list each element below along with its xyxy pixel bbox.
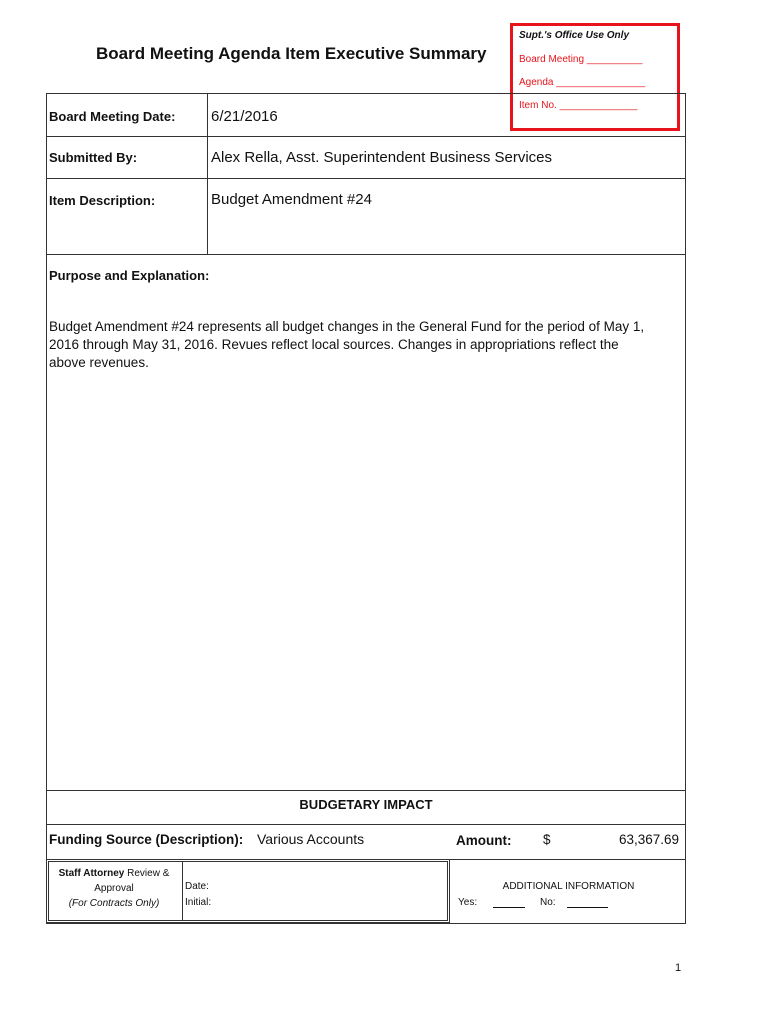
divider: [46, 790, 686, 791]
attorney-date-label[interactable]: Date:: [185, 881, 209, 892]
divider: [46, 136, 686, 137]
item-description-label: Item Description:: [49, 193, 156, 208]
staff-attorney-rest: Review &: [124, 868, 170, 879]
page-number: 1: [675, 962, 682, 974]
no-label: No:: [540, 897, 556, 908]
currency-symbol: $: [543, 832, 551, 847]
submitted-by-label: Submitted By:: [49, 150, 138, 165]
purpose-line: 2016 through May 31, 2016. Revues reflect local sources. Changes in appropriations reflect the: [49, 337, 619, 352]
budgetary-impact-heading: BUDGETARY IMPACT: [299, 797, 433, 812]
amount-value[interactable]: 63,367.69: [618, 832, 679, 847]
page-title: Board Meeting Agenda Item Executive Summary: [96, 44, 487, 63]
purpose-line: Budget Amendment #24 represents all budget changes in the General Fund for the period of May 1,: [49, 319, 645, 334]
additional-info-heading: ADDITIONAL INFORMATION: [502, 881, 635, 892]
attorney-initial-label[interactable]: Initial:: [185, 897, 212, 908]
funding-source-label: Funding Source (Description):: [49, 832, 244, 847]
submitted-by-value[interactable]: Alex Rella, Asst. Superintendent Business Services: [211, 149, 553, 166]
office-agenda-field[interactable]: Agenda ________________: [519, 77, 646, 88]
purpose-line: above revenues.: [49, 355, 149, 370]
office-use-heading: Supt.'s Office Use Only: [519, 30, 629, 41]
meeting-date-value[interactable]: 6/21/2016: [211, 108, 278, 125]
purpose-text[interactable]: [49, 318, 679, 372]
yes-blank[interactable]: [493, 907, 525, 908]
staff-attorney-approval: Approval: [94, 883, 134, 894]
no-blank[interactable]: [567, 907, 608, 908]
office-item-no-field[interactable]: Item No. ______________: [519, 100, 638, 111]
column-divider: [182, 862, 183, 920]
staff-attorney-bold: Staff Attorney: [58, 868, 125, 879]
staff-attorney-note: (For Contracts Only): [68, 898, 160, 909]
item-description-value[interactable]: Budget Amendment #24: [211, 191, 372, 208]
purpose-heading: Purpose and Explanation:: [49, 268, 210, 283]
meeting-date-label: Board Meeting Date:: [49, 109, 176, 124]
funding-source-value[interactable]: Various Accounts: [257, 831, 365, 847]
column-divider: [207, 93, 208, 254]
amount-label: Amount:: [456, 833, 512, 848]
divider: [46, 824, 686, 825]
divider: [46, 178, 686, 179]
divider: [46, 254, 686, 255]
office-board-meeting-field[interactable]: Board Meeting __________: [519, 54, 643, 65]
staff-attorney-caption: [49, 866, 179, 911]
yes-label: Yes:: [458, 897, 478, 908]
